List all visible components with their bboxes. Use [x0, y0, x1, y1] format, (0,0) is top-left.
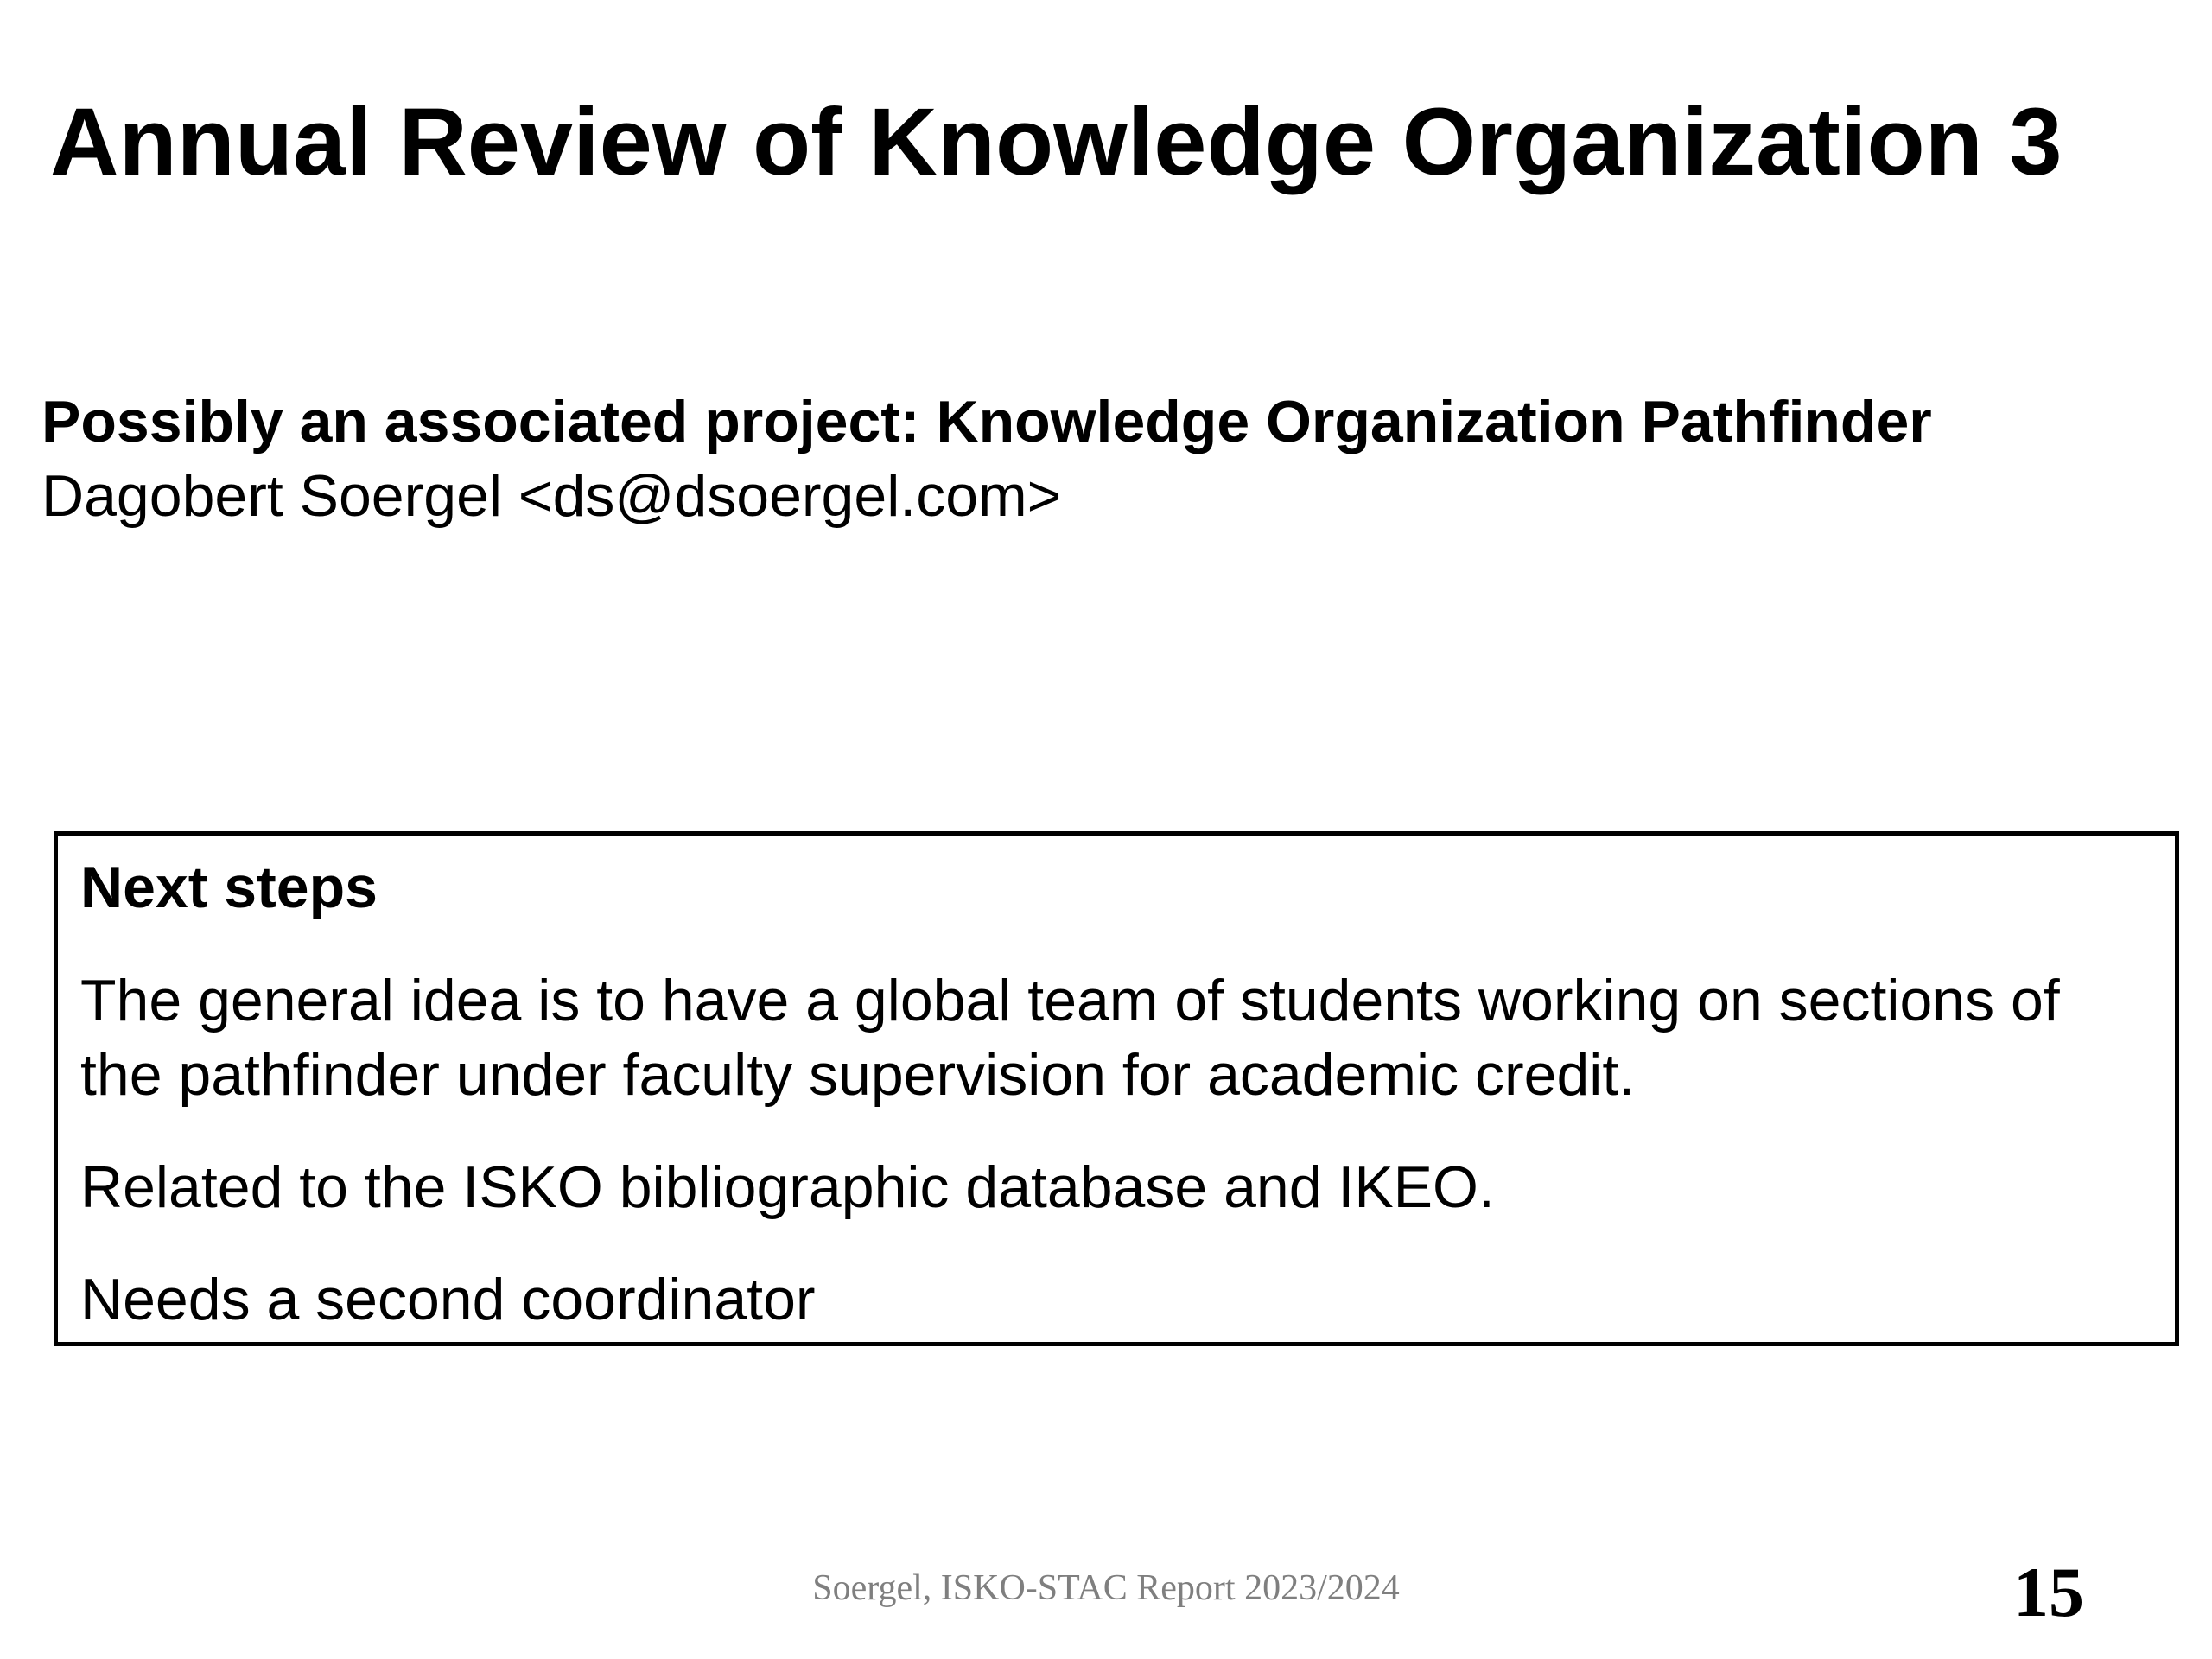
project-block — [41, 385, 2115, 533]
next-steps-paragraph: The general idea is to have a global team of students working on sections of the pathfinder under faculty supervision for academic credit. — [80, 968, 2060, 1108]
project-heading: Possibly an associated project: Knowledge Organization Pathfinder — [41, 389, 1932, 454]
next-steps-paragraph: Needs a second coordinator — [80, 1267, 816, 1332]
slide-footer: Soergel, ISKO-STAC Report 2023/2024 — [812, 1568, 1400, 1608]
project-contact: Dagobert Soergel <ds@dsoergel.com> — [41, 463, 1062, 529]
next-steps-paragraph: Related to the ISKO bibliographic database and IKEO. — [80, 1154, 1495, 1220]
slide-title: Annual Review of Knowledge Organization 3 — [50, 89, 2063, 195]
page-number: 15 — [2013, 1553, 2084, 1631]
next-steps-heading: Next steps — [80, 855, 378, 920]
next-steps-box — [54, 831, 2179, 1346]
